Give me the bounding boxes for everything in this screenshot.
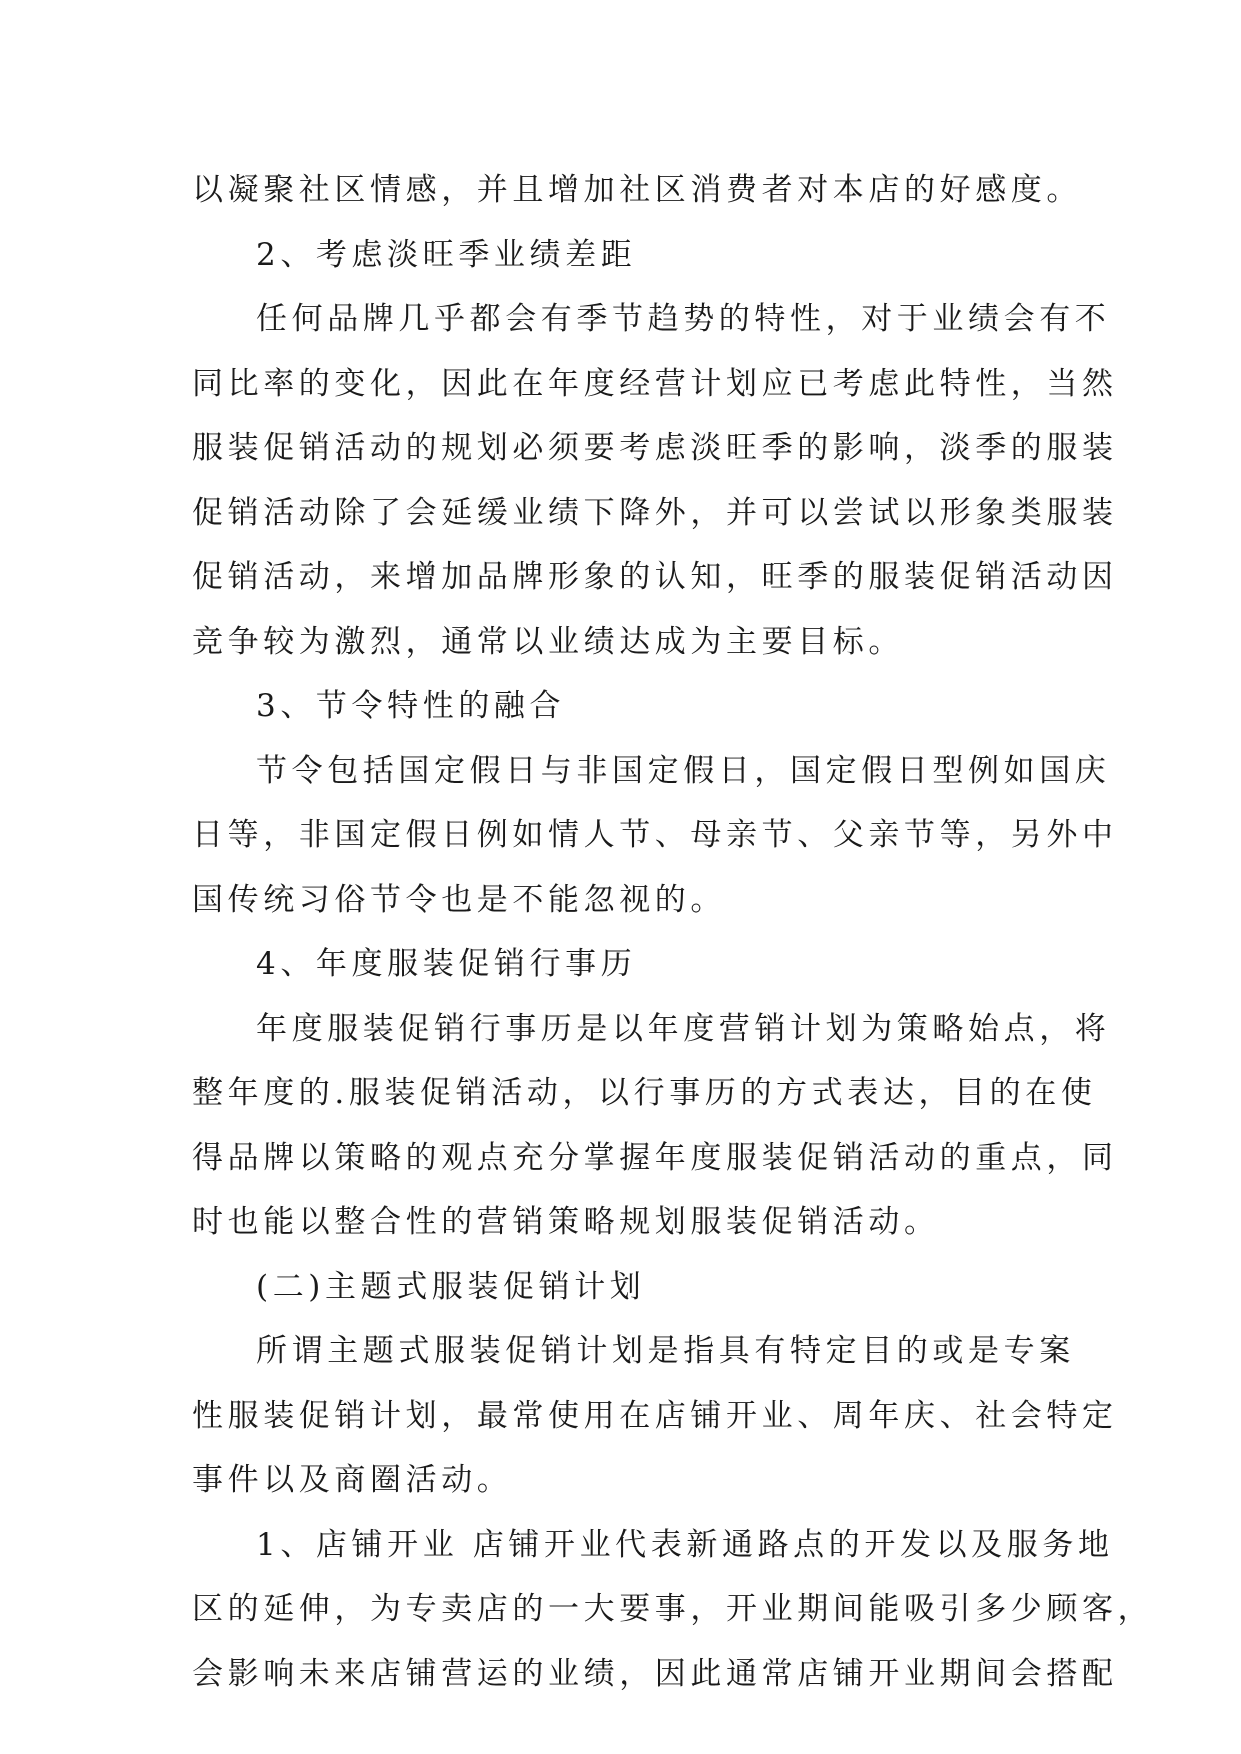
text-line: 整年度的.服装促销活动，以行事历的方式表达，目的在使 xyxy=(192,1075,1097,1111)
text-line: 事件以及商圈活动。 xyxy=(192,1462,513,1498)
text-line: 日等，非国定假日例如情人节、母亲节、父亲节等，另外中 xyxy=(192,817,1118,853)
text-line: 以凝聚社区情感，并且增加社区消费者对本店的好感度。 xyxy=(192,172,1082,208)
text-line: 任何品牌几乎都会有季节趋势的特性，对于业绩会有不 xyxy=(256,301,1111,337)
heading-line: 2、考虑淡旺季业绩差距 xyxy=(256,236,637,273)
heading-line: (二)主题式服装促销计划 xyxy=(256,1268,646,1305)
body-text xyxy=(192,158,1154,1706)
heading-line: 3、节令特性的融合 xyxy=(256,688,566,724)
text-line: 同比率的变化，因此在年度经营计划应已考虑此特性，当然 xyxy=(192,365,1118,402)
heading-line: 4、年度服装促销行事历 xyxy=(256,946,637,982)
text-line: 竞争较为激烈，通常以业绩达成为主要目标。 xyxy=(192,623,904,660)
text-line: 1、店铺开业 店铺开业代表新通路点的开发以及服务地 xyxy=(256,1526,1114,1563)
text-line: 时也能以整合性的营销策略规划服装促销活动。 xyxy=(192,1204,940,1240)
text-line: 所谓主题式服装促销计划是指具有特定目的或是专案 xyxy=(256,1333,1075,1369)
text-line: 区的延伸，为专卖店的一大要事，开业期间能吸引多少顾客， xyxy=(192,1591,1154,1627)
text-line: 得品牌以策略的观点充分掌握年度服装促销活动的重点，同 xyxy=(192,1139,1118,1176)
text-line: 节令包括国定假日与非国定假日，国定假日型例如国庆 xyxy=(256,752,1111,789)
text-line: 性服装促销计划，最常使用在店铺开业、周年庆、社会特定 xyxy=(192,1397,1118,1434)
text-line: 年度服装促销行事历是以年度营销计划为策略始点，将 xyxy=(256,1010,1111,1047)
text-line: 促销活动，来增加品牌形象的认知，旺季的服装促销活动因 xyxy=(192,559,1118,595)
text-line: 服装促销活动的规划必须要考虑淡旺季的影响，淡季的服装 xyxy=(192,430,1118,466)
text-line: 会影响未来店铺营运的业绩，因此通常店铺开业期间会搭配 xyxy=(192,1655,1118,1692)
text-line: 国传统习俗节令也是不能忽视的。 xyxy=(192,881,726,918)
text-line: 促销活动除了会延缓业绩下降外，并可以尝试以形象类服装 xyxy=(192,494,1118,531)
